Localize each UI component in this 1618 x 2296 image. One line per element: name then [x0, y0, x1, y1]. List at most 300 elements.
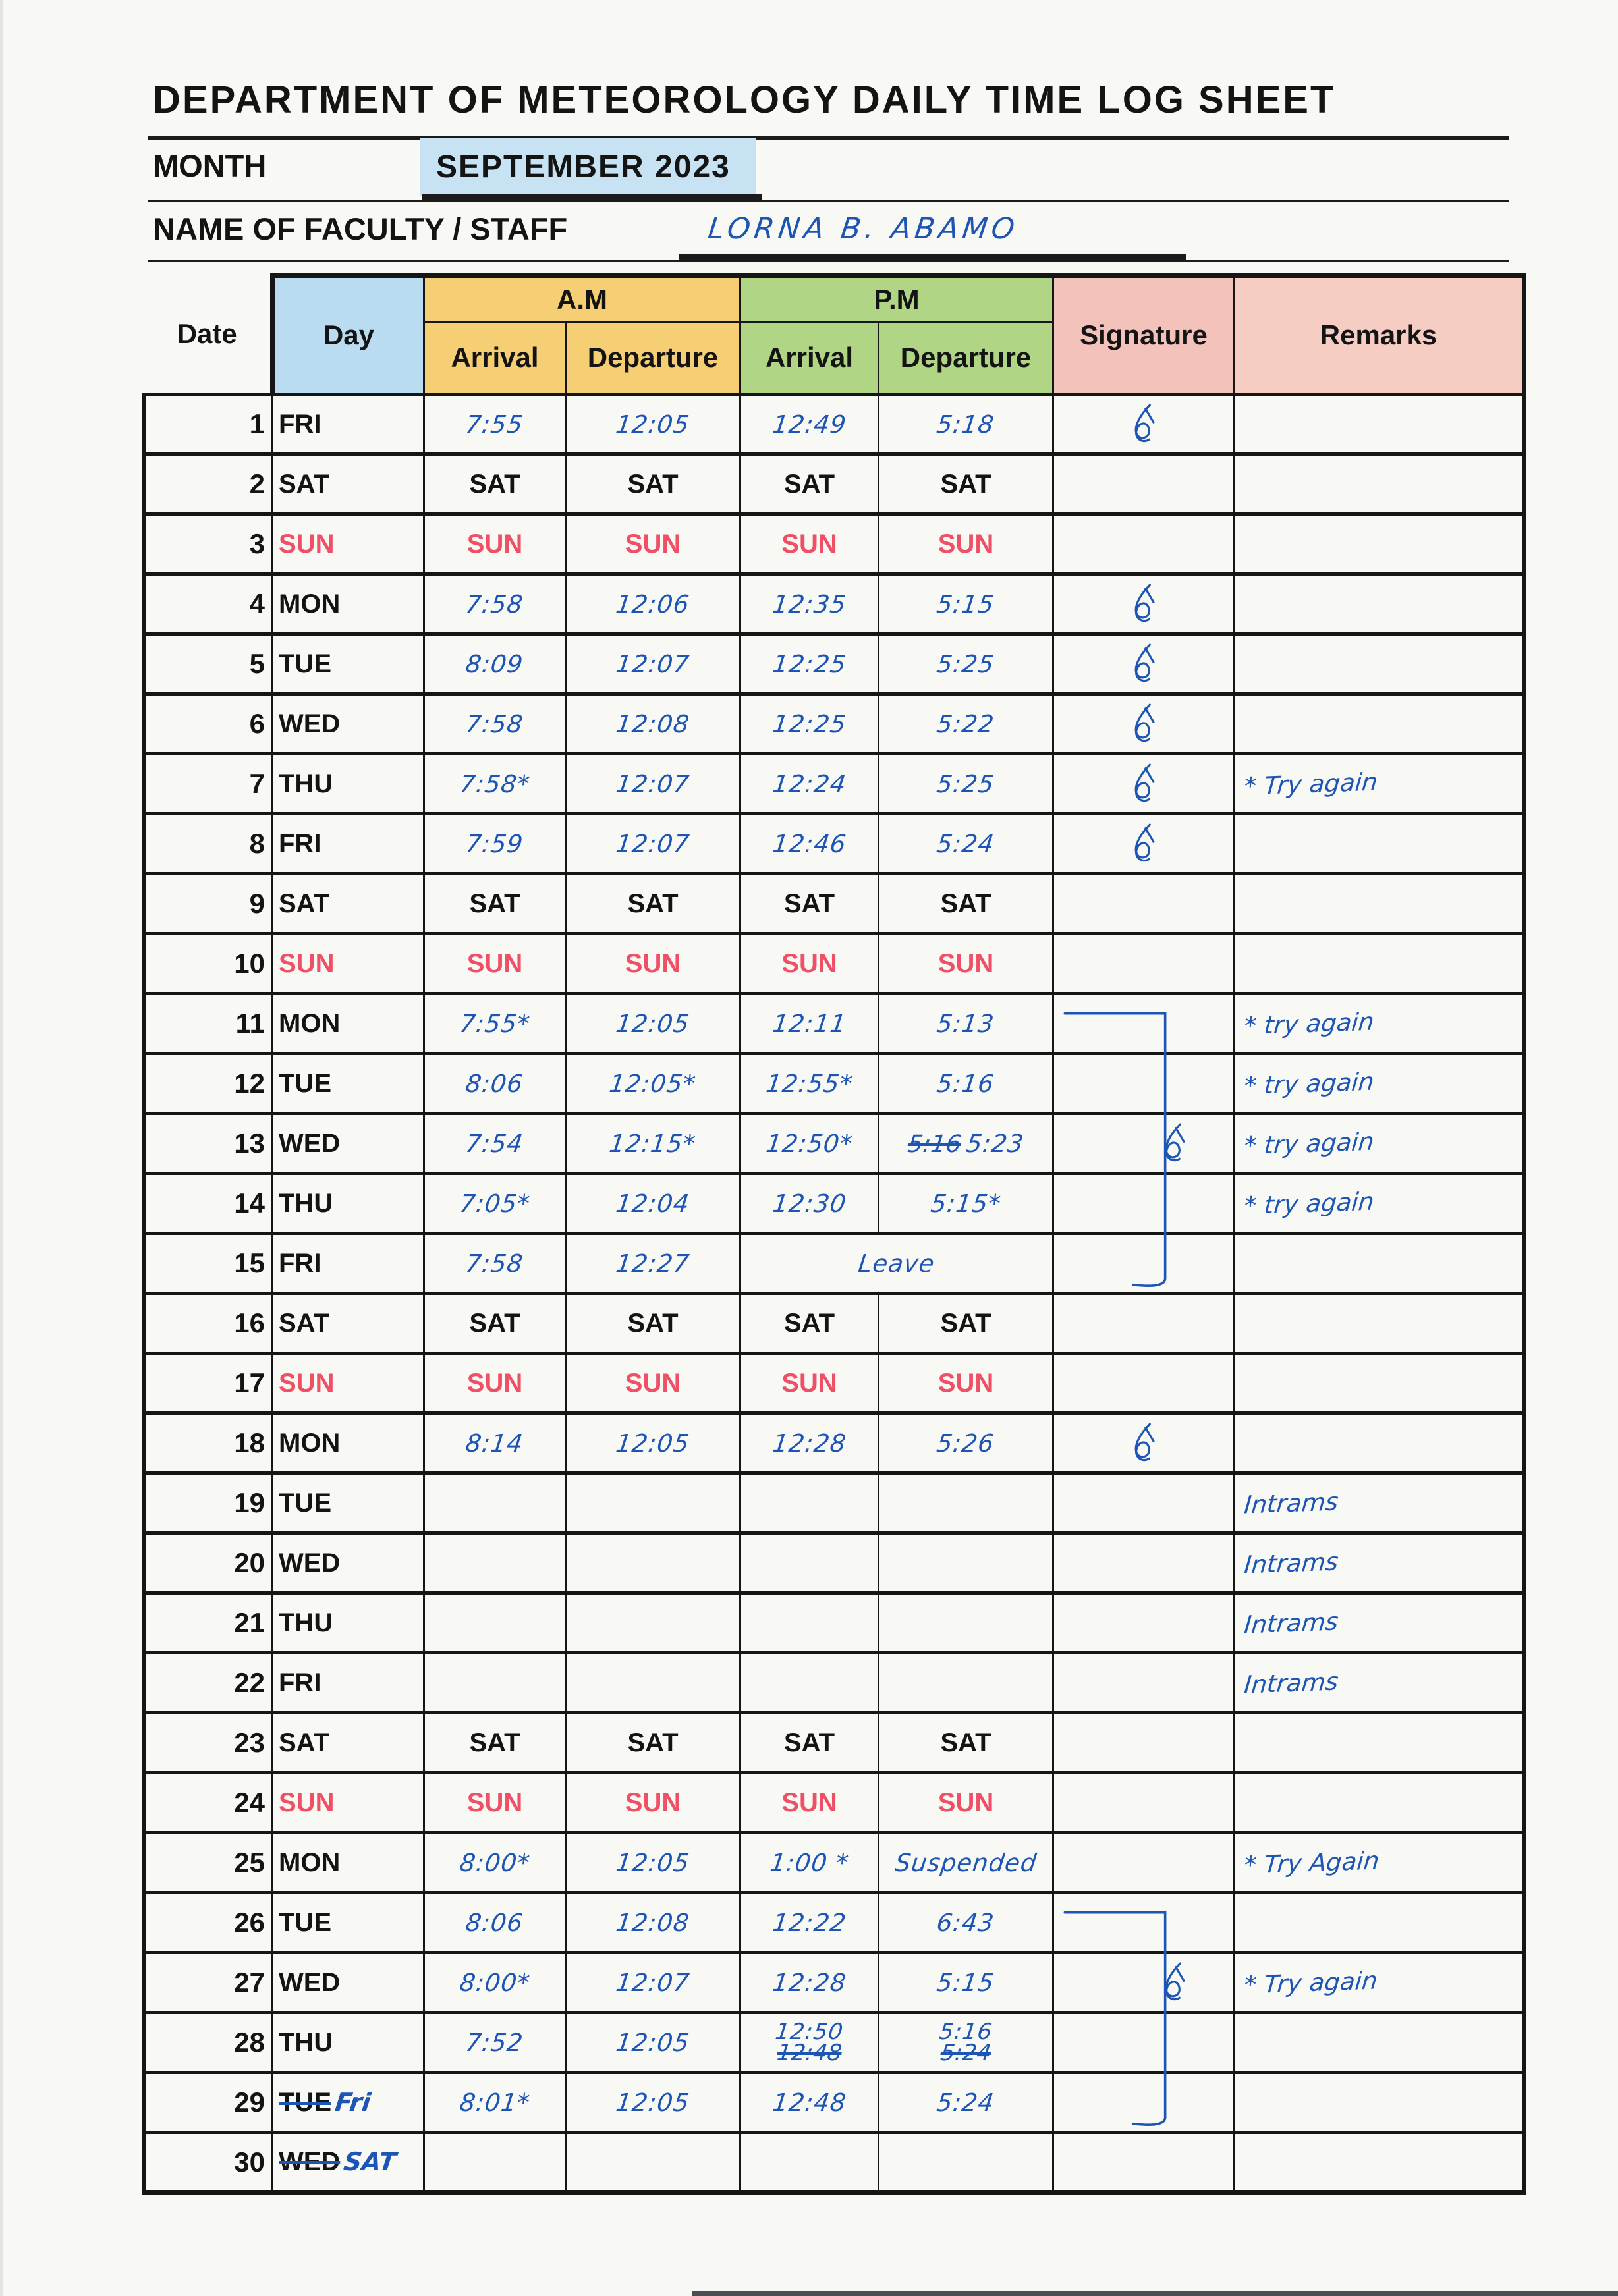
date-cell: 30 [144, 2133, 273, 2193]
table-row [144, 1353, 1524, 1413]
am-departure-cell [566, 2013, 740, 2073]
pm-arrival-cell [740, 1593, 879, 1653]
pm-arrival-cell [740, 2133, 879, 2193]
pm-arrival-cell [740, 634, 879, 694]
table-row [144, 1713, 1524, 1773]
am-departure-cell [566, 1294, 740, 1353]
pm-arrival-cell [740, 2073, 879, 2133]
day-cell [273, 814, 424, 874]
pm-arrival-cell [740, 454, 879, 514]
am-departure-header: Departure [566, 322, 740, 395]
table-row [144, 1473, 1524, 1533]
pm-departure-value: SUN [937, 948, 994, 978]
pm-departure-value: 5:16 [937, 2018, 994, 2045]
signature-cell [1053, 1653, 1235, 1713]
pm-departure-cell [879, 1953, 1053, 2013]
pm-arrival-cell [740, 1114, 879, 1174]
pm-departure-cell [879, 1833, 1053, 1893]
date-column-header: Date [177, 318, 237, 350]
pm-arrival-value: 12:11 [771, 1009, 848, 1038]
table-row [144, 1953, 1524, 2013]
table-row [144, 1833, 1524, 1893]
am-departure-value: SUN [625, 529, 681, 559]
pm-departure-cell [879, 454, 1053, 514]
signature-cell [1053, 1953, 1235, 2013]
am-departure-value: SAT [627, 888, 679, 918]
table-row [144, 395, 1524, 454]
faculty-name-label: NAME OF FACULTY / STAFF [153, 211, 568, 246]
pm-arrival-cell [740, 1473, 879, 1533]
table-row [144, 574, 1524, 634]
remarks-cell [1235, 1473, 1524, 1533]
am-departure-cell [566, 874, 740, 934]
table-row [144, 2073, 1524, 2133]
signature-cell [1053, 634, 1235, 694]
day-label: THU [279, 769, 333, 798]
pm-departure-value: SUN [937, 1368, 994, 1398]
am-arrival-value: 7:58 [464, 1249, 526, 1278]
am-arrival-cell [424, 1893, 566, 1953]
day-label: TUE [279, 1068, 331, 1098]
ink-bracket [1054, 992, 1233, 1055]
time-log-table [142, 273, 1526, 2195]
date-cell: 15 [144, 1234, 273, 1294]
pm-departure-cell [879, 1353, 1053, 1413]
remarks-cell [1235, 1054, 1524, 1114]
am-arrival-value: 7:05* [458, 1189, 532, 1218]
day-cell [273, 1353, 424, 1413]
month-value: SEPTEMBER 2023 [436, 150, 731, 184]
remarks-cell [1235, 1713, 1524, 1773]
remarks-cell [1235, 1353, 1524, 1413]
date-cell: 2 [144, 454, 273, 514]
remarks-cell [1235, 694, 1524, 754]
pm-arrival-cell [740, 574, 879, 634]
am-arrival-cell [424, 514, 566, 574]
day-cell [273, 2073, 424, 2133]
pm-departure-value: 5:24 [935, 2088, 997, 2117]
pm-departure-value: SAT [940, 1308, 991, 1338]
table-row [144, 1653, 1524, 1713]
signature-cell [1053, 1054, 1235, 1114]
day-label: MON [279, 1428, 341, 1458]
scan-edge-artifact [0, 0, 3, 2296]
am-arrival-value: 7:55* [458, 1009, 532, 1038]
signature-cell [1053, 1893, 1235, 1953]
pm-departure-value: 5:22 [935, 709, 997, 738]
date-cell: 26 [144, 1893, 273, 1953]
am-arrival-value: 7:58* [458, 769, 532, 798]
pm-arrival-cell [740, 1893, 879, 1953]
am-departure-value: 12:05 [614, 1009, 692, 1038]
pm-arrival-value: SAT [783, 1308, 835, 1338]
remarks-cell [1235, 934, 1524, 994]
am-departure-cell [566, 994, 740, 1054]
ink-bracket [1054, 1112, 1233, 1175]
remarks-cell [1235, 395, 1524, 454]
am-arrival-cell [424, 1413, 566, 1473]
pm-arrival-value: 12:30 [771, 1189, 848, 1218]
table-row [144, 1234, 1524, 1294]
pm-departure-value: 5:15 [935, 589, 997, 618]
am-arrival-value: SUN [466, 1788, 523, 1817]
am-departure-cell [566, 1174, 740, 1234]
pm-arrival-cell [740, 874, 879, 934]
remarks-cell [1235, 1413, 1524, 1473]
remarks-cell [1235, 574, 1524, 634]
remarks-cell [1235, 514, 1524, 574]
table-row [144, 1773, 1524, 1833]
table-row [144, 754, 1524, 814]
ink-bracket [1054, 2011, 1233, 2074]
day-label: THU [279, 1608, 333, 1637]
am-arrival-cell [424, 1833, 566, 1893]
signature-cell [1053, 874, 1235, 934]
log-table-body [144, 395, 1524, 2193]
day-replacement: SAT [342, 2147, 399, 2176]
remark-value: * Try again [1242, 767, 1379, 801]
signature-cell [1053, 934, 1235, 994]
pm-arrival-value: SUN [781, 529, 837, 559]
day-cell [273, 2133, 424, 2193]
pm-departure-cell [879, 514, 1053, 574]
remark-value: * try again [1242, 1007, 1376, 1040]
day-cell [273, 1114, 424, 1174]
pm-departure-value: 5:15* [929, 1189, 1003, 1218]
am-departure-value: 12:07 [614, 769, 692, 798]
pm-departure-cell [879, 1653, 1053, 1713]
am-departure-cell [566, 1353, 740, 1413]
day-label: WED [279, 1548, 341, 1577]
am-arrival-cell [424, 2013, 566, 2073]
remarks-cell [1235, 874, 1524, 934]
remark-value: Intrams [1242, 1607, 1340, 1639]
pm-arrival-cell [740, 395, 879, 454]
pm-arrival-value: SAT [783, 888, 835, 918]
scan-artifact-strip [692, 2291, 1618, 2296]
signature-cell [1053, 1773, 1235, 1833]
pm-departure-value: 5:24 [935, 829, 997, 858]
day-label: FRI [279, 829, 321, 858]
pm-arrival-value: SUN [781, 948, 837, 978]
pm-departure-value: 5:23 [964, 1129, 1026, 1158]
day-cell [273, 1294, 424, 1353]
am-departure-value: 12:05 [614, 2028, 692, 2057]
day-label: SAT [279, 1728, 330, 1757]
day-cell [273, 754, 424, 814]
am-arrival-value: SUN [466, 948, 523, 978]
date-cell: 11 [144, 994, 273, 1054]
table-row [144, 814, 1524, 874]
pm-arrival-cell [740, 1054, 879, 1114]
ink-bracket [1054, 1951, 1233, 2014]
day-label: SUN [279, 529, 335, 559]
date-cell: 13 [144, 1114, 273, 1174]
am-arrival-cell [424, 934, 566, 994]
pm-arrival-cell [740, 1833, 879, 1893]
day-cell [273, 514, 424, 574]
day-cell [273, 1054, 424, 1114]
remarks-cell [1235, 2133, 1524, 2193]
date-cell: 19 [144, 1473, 273, 1533]
am-arrival-cell [424, 1174, 566, 1234]
faculty-name-value: LORNA B. ABAMO [706, 212, 1020, 246]
date-cell: 14 [144, 1174, 273, 1234]
signature-cell [1053, 1593, 1235, 1653]
day-cell [273, 1653, 424, 1713]
ink-bracket [1054, 1891, 1233, 1954]
pm-departure-cell [879, 1294, 1053, 1353]
pm-departure-cell [879, 1893, 1053, 1953]
date-cell: 10 [144, 934, 273, 994]
am-departure-value: 12:08 [614, 709, 692, 738]
signature-cell [1053, 754, 1235, 814]
signature-scribble [1125, 760, 1162, 807]
day-cell [273, 2013, 424, 2073]
am-arrival-cell [424, 994, 566, 1054]
remarks-cell [1235, 1593, 1524, 1653]
am-arrival-header: Arrival [424, 322, 566, 395]
pm-arrival-value: 12:24 [771, 769, 848, 798]
date-cell: 18 [144, 1413, 273, 1473]
pm-arrival-cell [740, 1234, 1053, 1294]
remark-value: * try again [1242, 1067, 1376, 1100]
signature-cell [1053, 1413, 1235, 1473]
am-departure-cell [566, 1473, 740, 1533]
remarks-cell [1235, 1234, 1524, 1294]
pm-departure-struck-value: 5:16 [906, 1130, 963, 1158]
pm-departure-value: SAT [940, 469, 991, 499]
am-arrival-cell [424, 1953, 566, 2013]
am-arrival-value: 8:01* [458, 2088, 532, 2117]
am-arrival-cell [424, 1533, 566, 1593]
pm-arrival-cell [740, 1653, 879, 1713]
date-cell: 16 [144, 1294, 273, 1353]
pm-departure-cell [879, 574, 1053, 634]
signature-scribble [1125, 700, 1162, 748]
remarks-cell [1235, 814, 1524, 874]
title-underline [148, 136, 1509, 140]
day-struck-value: WED [279, 2147, 341, 2176]
pm-departure-cell [879, 814, 1053, 874]
pm-arrival-cell [740, 1533, 879, 1593]
am-arrival-cell [424, 1653, 566, 1713]
pm-departure-value: SUN [937, 529, 994, 559]
remark-value: * Try Again [1242, 1845, 1381, 1880]
day-cell [273, 1773, 424, 1833]
pm-arrival-value: 12:28 [771, 1968, 848, 1997]
table-row [144, 2013, 1524, 2073]
am-departure-cell [566, 1114, 740, 1174]
day-label: SAT [279, 1308, 330, 1338]
day-label: SUN [279, 1368, 335, 1398]
signature-cell [1053, 694, 1235, 754]
pm-departure-value: 5:15 [935, 1968, 997, 1997]
pm-arrival-cell [740, 754, 879, 814]
pm-departure-value: 5:13 [935, 1009, 997, 1038]
am-arrival-cell [424, 1473, 566, 1533]
pm-departure-cell [879, 634, 1053, 694]
pm-departure-value: Suspended [893, 1848, 1038, 1877]
pm-arrival-cell [740, 1773, 879, 1833]
signature-cell [1053, 395, 1235, 454]
day-cell [273, 395, 424, 454]
day-cell [273, 454, 424, 514]
am-departure-cell [566, 1054, 740, 1114]
pm-arrival-value: 12:28 [771, 1429, 848, 1458]
day-label: MON [279, 1008, 341, 1038]
signature-cell [1053, 1533, 1235, 1593]
am-departure-cell [566, 2133, 740, 2193]
pm-arrival-value: 12:25 [771, 649, 848, 678]
remarks-cell [1235, 1773, 1524, 1833]
day-label: TUE [279, 1488, 331, 1517]
pm-departure-value: 5:26 [935, 1429, 997, 1458]
remarks-cell [1235, 1174, 1524, 1234]
pm-departure-cell [879, 1413, 1053, 1473]
am-arrival-value: 8:06 [464, 1069, 526, 1098]
month-label: MONTH [153, 148, 267, 183]
date-cell: 9 [144, 874, 273, 934]
am-arrival-value: 7:52 [464, 2028, 526, 2057]
table-row [144, 1893, 1524, 1953]
am-arrival-value: 8:14 [464, 1429, 526, 1458]
pm-arrival-cell [740, 2013, 879, 2073]
remarks-cell [1235, 454, 1524, 514]
am-arrival-value: 7:59 [464, 829, 526, 858]
remark-value: * try again [1242, 1187, 1376, 1220]
signature-cell [1053, 1353, 1235, 1413]
day-cell [273, 1713, 424, 1773]
am-departure-value: SAT [627, 1308, 679, 1338]
am-departure-cell [566, 2073, 740, 2133]
pm-departure-cell [879, 874, 1053, 934]
am-departure-value: 12:08 [614, 1908, 692, 1937]
day-label: WED [279, 709, 341, 738]
remark-value: * try again [1242, 1127, 1376, 1160]
day-column-header: Day [273, 276, 424, 395]
am-departure-cell [566, 1593, 740, 1653]
table-row [144, 1294, 1524, 1353]
signature-scribble [1125, 640, 1162, 688]
signature-cell [1053, 1174, 1235, 1234]
pm-departure-cell [879, 1713, 1053, 1773]
day-label: THU [279, 2027, 333, 2057]
am-departure-value: 12:05 [614, 2088, 692, 2117]
am-departure-value: 12:07 [614, 649, 692, 678]
am-departure-cell [566, 694, 740, 754]
am-arrival-value: 7:58 [464, 589, 526, 618]
am-arrival-cell [424, 1114, 566, 1174]
pm-departure-cell [879, 1174, 1053, 1234]
am-arrival-value: 8:06 [464, 1908, 526, 1937]
pm-arrival-cell [740, 514, 879, 574]
table-row [144, 634, 1524, 694]
date-cell: 3 [144, 514, 273, 574]
remarks-cell [1235, 1953, 1524, 2013]
table-row [144, 1114, 1524, 1174]
table-row [144, 1054, 1524, 1114]
am-arrival-cell [424, 2133, 566, 2193]
date-cell: 21 [144, 1593, 273, 1653]
am-arrival-value: SAT [469, 888, 520, 918]
remarks-cell [1235, 1294, 1524, 1353]
page-title: DEPARTMENT OF METEOROLOGY DAILY TIME LOG SHEET [153, 78, 1336, 121]
am-arrival-cell [424, 814, 566, 874]
am-departure-value: 12:07 [614, 829, 692, 858]
remark-value: * Try again [1242, 1965, 1379, 2000]
am-arrival-cell [424, 1054, 566, 1114]
table-row [144, 514, 1524, 574]
pm-arrival-cell [740, 1353, 879, 1413]
ink-bracket [1054, 1172, 1233, 1235]
signature-cell [1053, 454, 1235, 514]
pm-departure-cell [879, 2133, 1053, 2193]
am-arrival-value: SAT [469, 1308, 520, 1338]
am-arrival-value: 8:00* [458, 1848, 532, 1877]
pm-departure-cell [879, 1593, 1053, 1653]
am-departure-value: 12:05 [614, 1848, 692, 1877]
pm-arrival-cell [740, 1174, 879, 1234]
pm-arrival-struck-value: 12:48 [775, 2040, 843, 2066]
am-arrival-cell [424, 1294, 566, 1353]
day-cell [273, 994, 424, 1054]
day-cell [273, 1473, 424, 1533]
am-departure-value: SAT [627, 469, 679, 499]
remarks-cell [1235, 1833, 1524, 1893]
day-label: MON [279, 1847, 341, 1877]
am-departure-value: 12:07 [614, 1968, 692, 1997]
am-arrival-cell [424, 395, 566, 454]
pm-arrival-value: 12:50 [773, 2018, 845, 2045]
pm-arrival-value: 12:50* [764, 1129, 854, 1158]
remarks-cell [1235, 1653, 1524, 1713]
remarks-cell [1235, 1533, 1524, 1593]
signature-cell [1053, 514, 1235, 574]
day-label: WED [279, 1128, 341, 1158]
am-arrival-value: SUN [466, 1368, 523, 1398]
am-departure-value: 12:05 [614, 410, 692, 439]
pm-arrival-cell [740, 994, 879, 1054]
pm-departure-cell [879, 395, 1053, 454]
am-departure-cell [566, 514, 740, 574]
table-row [144, 1413, 1524, 1473]
signature-cell [1053, 1473, 1235, 1533]
pm-departure-value: 5:25 [935, 649, 997, 678]
day-label: FRI [279, 1248, 321, 1278]
pm-arrival-value: 12:49 [771, 410, 848, 439]
am-arrival-value: SAT [469, 469, 520, 499]
am-departure-value: 12:05 [614, 1429, 692, 1458]
pm-departure-value: SAT [940, 888, 991, 918]
signature-cell [1053, 1114, 1235, 1174]
signature-cell [1053, 994, 1235, 1054]
pm-departure-header: Departure [879, 322, 1053, 395]
pm-group-header: P.M [740, 276, 1053, 322]
am-arrival-cell [424, 2073, 566, 2133]
am-arrival-value: 7:58 [464, 709, 526, 738]
day-label: WED [279, 1967, 341, 1997]
am-departure-cell [566, 1413, 740, 1473]
day-cell [273, 634, 424, 694]
am-departure-value: 12:15* [607, 1129, 698, 1158]
am-departure-value: SUN [625, 1788, 681, 1817]
pm-departure-cell [879, 1773, 1053, 1833]
am-departure-value: SUN [625, 1368, 681, 1398]
pm-departure-value: 5:18 [935, 410, 997, 439]
am-departure-cell [566, 1234, 740, 1294]
day-cell [273, 1174, 424, 1234]
